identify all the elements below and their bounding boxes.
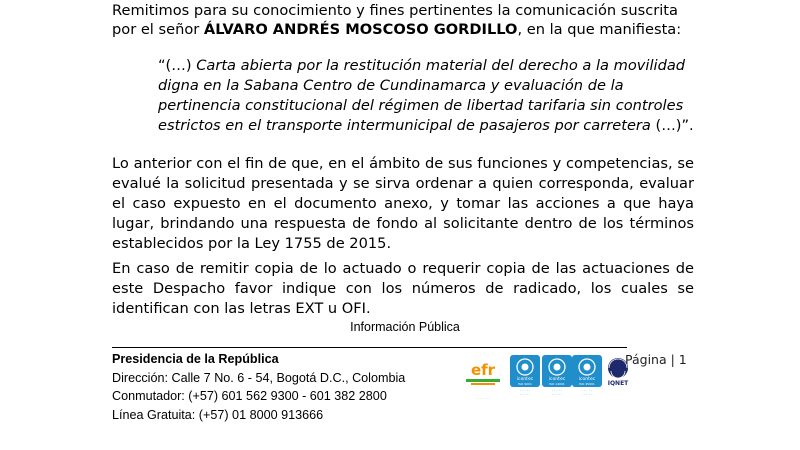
certification-logos: [463, 355, 628, 415]
icontec-badge-3: [572, 355, 602, 415]
svg-text:ISO 45001: ISO 45001: [579, 382, 595, 386]
icontec-caption-2: · · · · · · · · · ·: [551, 389, 562, 397]
footer-switchboard: Conmutador: (+57) 601 562 9300 - 601 382 2800: [112, 389, 387, 403]
footer-address: Dirección: Calle 7 No. 6 - 54, Bogotá D.C., Colombia: [112, 370, 406, 385]
footer-contact: [112, 350, 452, 424]
footer-organization: Presidencia de la República: [112, 352, 279, 366]
intro-text-end: , en la que manifiesta:: [517, 21, 682, 38]
icontec-logo-icon: [572, 355, 602, 387]
svg-text:icontec: icontec: [548, 377, 566, 382]
icontec-caption-1: · · · · · · · · · ·: [519, 389, 530, 397]
footer-toll-free: Línea Gratuita: (+57) 01 8000 913666: [112, 407, 324, 422]
footer-divider: [112, 347, 627, 348]
efr-logo: [463, 356, 503, 388]
svg-text:IQNET: IQNET: [607, 380, 629, 387]
efr-logo-text: efr: [470, 361, 496, 379]
svg-text:ISO 14001: ISO 14001: [549, 382, 565, 386]
information-classification: Información Pública: [350, 320, 460, 334]
request-paragraph: Lo anterior con el fin de que, en el ámbito de sus funciones y competencias, se evalué la solicitud presentada y se sirva ordenar a quien corresponda, evaluar el caso expuesto en el documento anexo, y tomar las acciones a que haya lugar, brindando una respuesta de fondo al solicitante dentro de los términos establecidos por la Ley 1755 de 2015.: [112, 155, 694, 252]
quote-close: (…)”.: [650, 117, 694, 134]
intro-text: Remitimos para su conocimiento y fines pertinentes la comunicación suscrita por el señor: [112, 2, 678, 38]
svg-text:icontec: icontec: [516, 377, 534, 382]
page-number: Página | 1: [625, 352, 687, 367]
icontec-badge-2: [542, 355, 572, 415]
quote-open: “(…): [158, 57, 197, 74]
quoted-subject: [158, 56, 698, 136]
svg-text:ISO 9001: ISO 9001: [518, 382, 532, 386]
sender-name: ÁLVARO ANDRÉS MOSCOSO GORDILLO: [203, 21, 518, 38]
svg-text:icontec: icontec: [578, 377, 596, 382]
efr-caption: · · · · · · ·: [475, 397, 491, 401]
icontec-logo-icon: [510, 355, 540, 387]
quote-text: Carta abierta por la restitución material del derecho a la movilidad digna en la Sabana Centro de Cundinamarca y evaluación de la pertinencia constitucional del régimen de libertad tarifaria sin controles estrictos en el transporte intermunicipal de pasajeros por carretera: [158, 57, 686, 134]
intro-paragraph: [112, 1, 694, 39]
icontec-badge-1: [510, 355, 540, 415]
copy-instructions-paragraph: En caso de remitir copia de lo actuado o requerir copia de las actuaciones de este Despacho favor indique con los números de radicado, los cuales se identifican con las letras EXT u OFI.: [112, 260, 694, 317]
icontec-caption-3: · · · · · · · · · ·: [581, 389, 592, 397]
icontec-logo-icon: [542, 355, 572, 387]
